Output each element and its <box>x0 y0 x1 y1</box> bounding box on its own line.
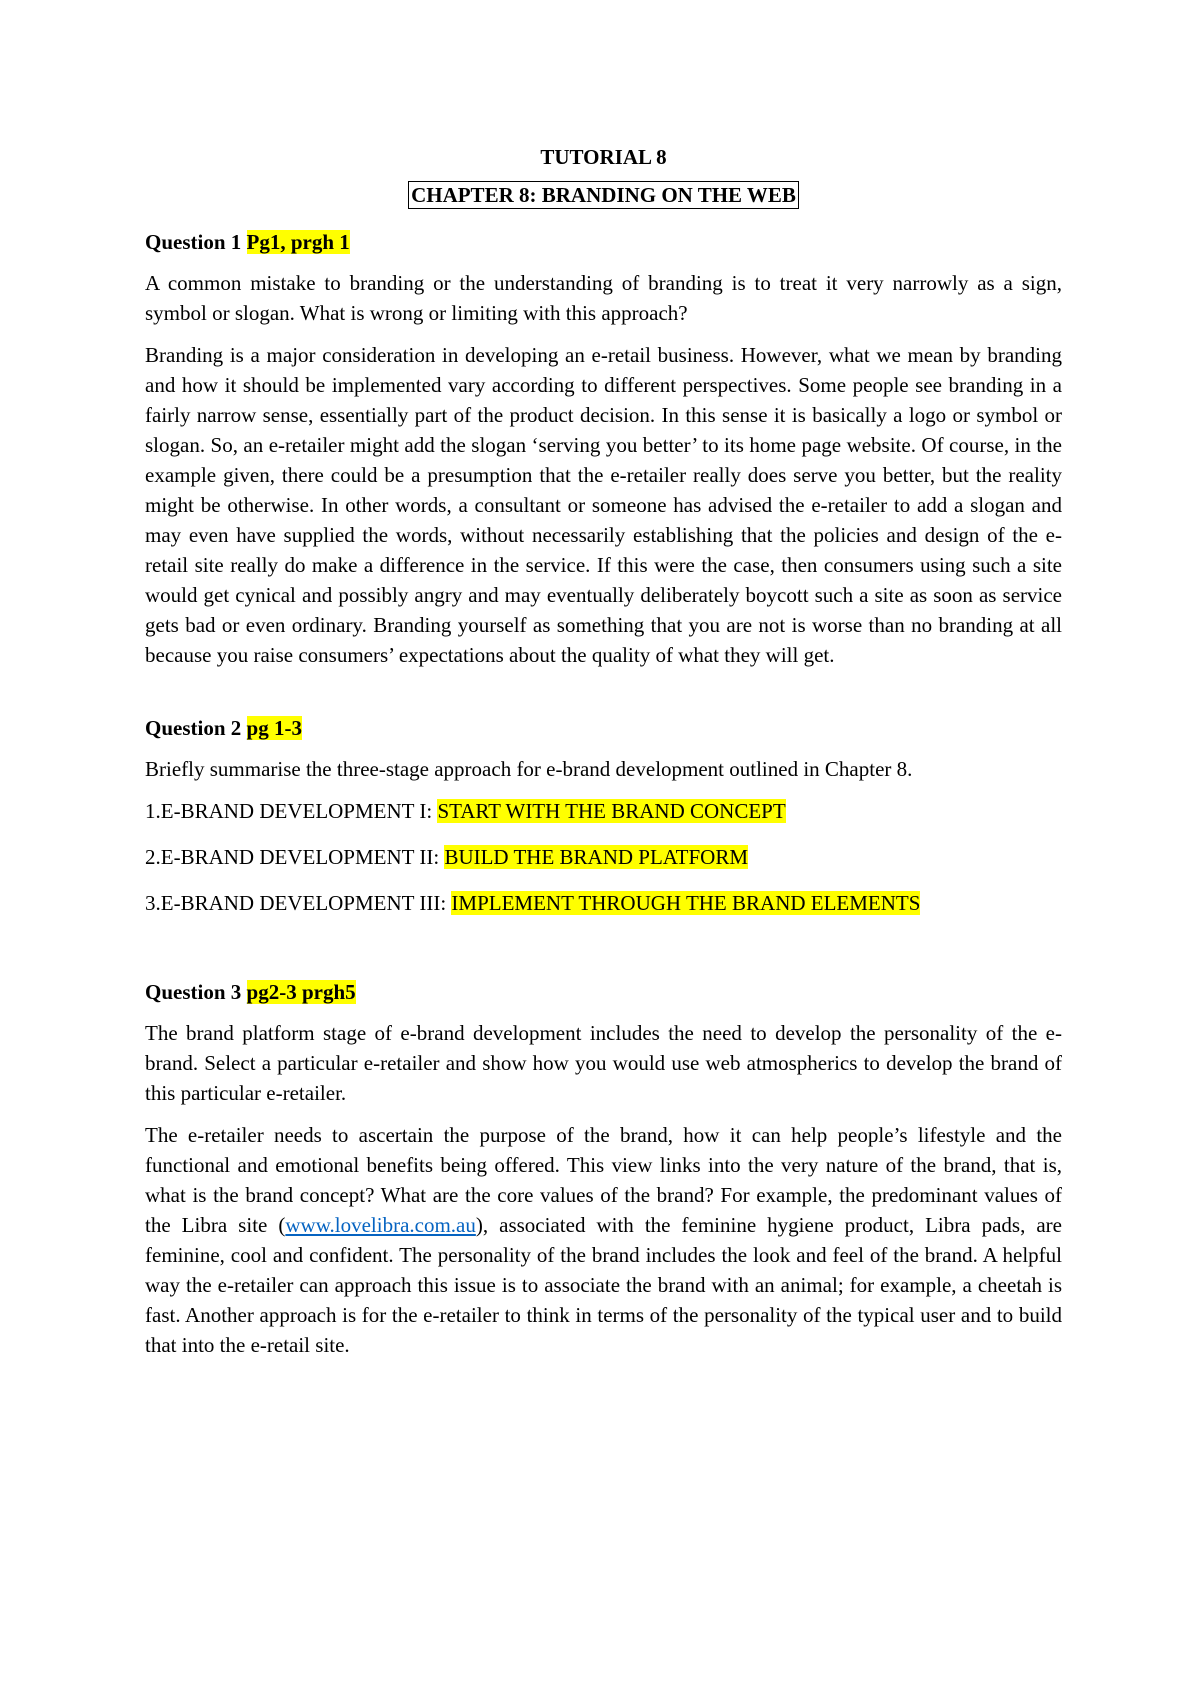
list-item <box>145 888 1062 918</box>
spacer <box>145 934 1062 980</box>
question-2-label: Question 2 <box>145 716 242 740</box>
question-3-text: The brand platform stage of e-brand development includes the need to develop the personality of the e-brand. Select a particular e-retailer and show how you would use web atmospherics to develop the brand of this particular e-retailer. <box>145 1021 1062 1105</box>
question-3-heading <box>145 980 1062 1004</box>
chapter-heading-wrapper <box>145 180 1062 210</box>
stage-2-highlight: BUILD THE BRAND PLATFORM <box>444 845 748 869</box>
question-2-text: Briefly summarise the three-stage approach for e-brand development outlined in Chapter 8. <box>145 757 913 781</box>
question-1-heading <box>145 230 1062 254</box>
document-title: TUTORIAL 8 <box>540 145 667 169</box>
stage-3-prefix: 3.E-BRAND DEVELOPMENT III: <box>145 891 452 915</box>
question-2-page-ref: pg 1-3 <box>246 716 302 740</box>
question-3-answer <box>145 1120 1062 1360</box>
list-item <box>145 842 1062 872</box>
stage-1-highlight: START WITH THE BRAND CONCEPT <box>437 799 786 823</box>
answer-text-before-link: The e-retailer needs to ascertain the purpose of the brand, how it can help people’s lifestyle and the functional and emotional benefits being offered. This view links into the very nature of the brand, that is, what is the brand concept? What are the core values of the brand? For example, the predominant values of the Libra site ( <box>145 1123 1062 1237</box>
libra-site-link[interactable]: www.lovelibra.com.au <box>285 1213 476 1237</box>
answer-text-after-link: ), associated with the feminine hygiene product, Libra pads, are feminine, cool and confident. The personality of the brand includes the look and feel of the brand. A helpful way the e-retailer can approach this issue is to associate the brand with an animal; for example, a cheetah is fast. Another approach is for the e-retailer to think in terms of the personality of the typical user and to build that into the e-retail site. <box>145 1213 1062 1357</box>
question-1-page-ref: Pg1, prgh 1 <box>246 230 350 254</box>
chapter-heading: CHAPTER 8: BRANDING ON THE WEB <box>408 181 799 209</box>
stage-2-prefix: 2.E-BRAND DEVELOPMENT II: <box>145 845 445 869</box>
document-page <box>145 146 1062 1360</box>
spacer <box>145 670 1062 716</box>
question-1-text: A common mistake to branding or the understanding of branding is to treat it very narrowly as a sign, symbol or slogan. What is wrong or limiting with this approach? <box>145 271 1062 325</box>
list-item <box>145 796 1062 826</box>
question-1-answer: Branding is a major consideration in developing an e-retail business. However, what we mean by branding and how it should be implemented vary according to different perspectives. Some people see branding in a fairly narrow sense, essentially part of the product decision. In this sense it is basically a logo or symbol or slogan. So, an e-retailer might add the slogan ‘serving you better’ to its home page website. Of course, in the example given, there could be a presumption that the e-retailer really does serve you better, but the reality might be otherwise. In other words, a consultant or someone has advised the e-retailer to add a slogan and may even have supplied the words, without necessarily establishing that the policies and design of the e-retail site really do make a difference in the service. If this were the case, then consumers using such a site would get cynical and possibly angry and may eventually deliberately boycott such a site as soon as service gets bad or even ordinary. Branding yourself as something that you are not is worse than no branding at all because you raise consumers’ expectations about the quality of what they will get. <box>145 343 1062 667</box>
question-1-label: Question 1 <box>145 230 242 254</box>
stage-3-highlight: IMPLEMENT THROUGH THE BRAND ELEMENTS <box>451 891 921 915</box>
question-3-label: Question 3 <box>145 980 242 1004</box>
question-2-heading <box>145 716 1062 740</box>
question-3-page-ref: pg2-3 prgh5 <box>246 980 356 1004</box>
stage-1-prefix: 1.E-BRAND DEVELOPMENT I: <box>145 799 438 823</box>
